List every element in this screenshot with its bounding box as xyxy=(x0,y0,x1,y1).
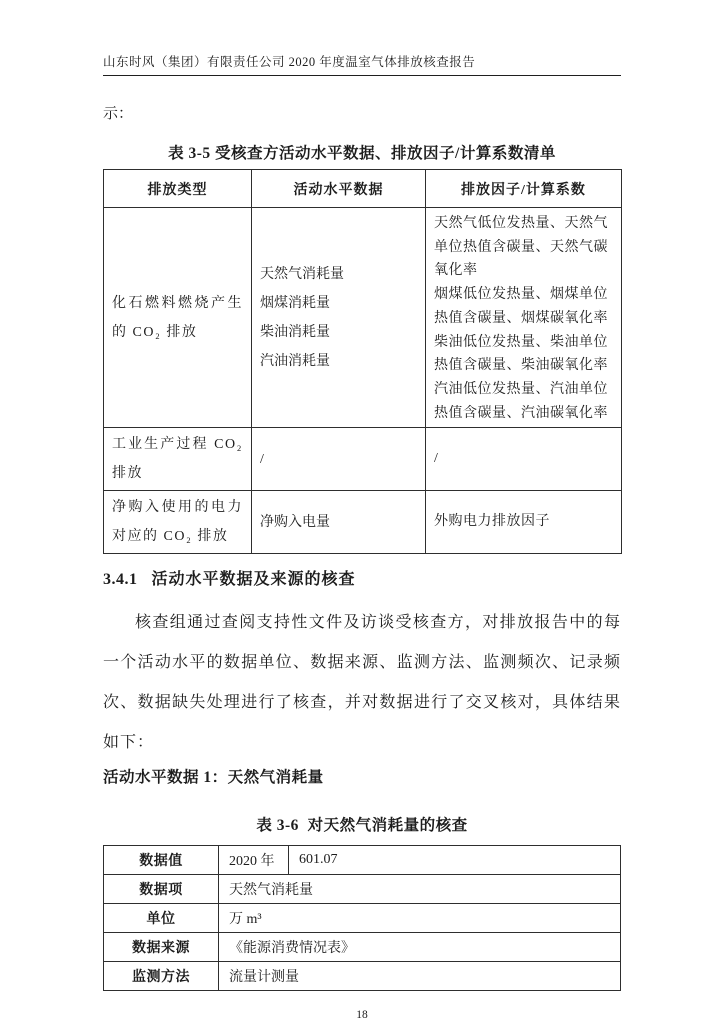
row-label: 数据值 xyxy=(104,846,219,875)
table36-title: 表 3-6 对天然气消耗量的核查 xyxy=(256,817,468,835)
emission-factor-cell: / xyxy=(426,428,622,491)
emission-type-cell: 化石燃料燃烧产生的 CO₂ 排放 xyxy=(104,208,252,428)
table-3-6 xyxy=(103,845,621,991)
emission-type-cell: 净购入使用的电力对应的 CO₂ 排放 xyxy=(104,491,252,554)
row-label: 数据来源 xyxy=(104,933,219,962)
monitoring-method-cell: 流量计测量 xyxy=(219,962,621,991)
table-row xyxy=(104,491,622,554)
col-header-activity-data: 活动水平数据 xyxy=(252,170,426,208)
table-row xyxy=(104,428,622,491)
table-row-data-item xyxy=(104,875,621,904)
page-header xyxy=(103,0,621,76)
emission-type-cell: 工业生产过程 CO₂ 排放 xyxy=(104,428,252,491)
row-label: 监测方法 xyxy=(104,962,219,991)
table-row-monitoring-method xyxy=(104,962,621,991)
table-row-data-source xyxy=(104,933,621,962)
emission-factor-cell: 外购电力排放因子 xyxy=(426,491,622,554)
col-header-emission-type: 排放类型 xyxy=(104,170,252,208)
page-number: 18 xyxy=(356,1009,368,1022)
intro-fragment: 示： xyxy=(103,106,134,122)
table-3-5 xyxy=(103,169,622,554)
header-title: 山东时风（集团）有限责任公司 2020 年度温室气体排放核查报告 xyxy=(103,52,621,76)
activity-data-1-heading: 活动水平数据 1：天然气消耗量 xyxy=(103,769,324,787)
table35-header-row xyxy=(104,170,622,208)
unit-cell: 万 m³ xyxy=(219,904,621,933)
data-item-cell: 天然气消耗量 xyxy=(219,875,621,904)
activity-data-cell: 天然气消耗量 烟煤消耗量 柴油消耗量 汽油消耗量 xyxy=(252,208,426,428)
table-row-unit xyxy=(104,904,621,933)
activity-data-cell: 净购入电量 xyxy=(252,491,426,554)
row-label: 单位 xyxy=(104,904,219,933)
data-year-cell: 2020 年 xyxy=(219,846,289,875)
emission-factor-cell: 天然气低位发热量、天然气 单位热值含碳量、天然气碳 氧化率 烟煤低位发热量、烟煤单位 热值含碳量、烟煤碳氧化率 柴油低位发热量、柴油单位 热值含碳量、柴油碳氧化率 汽油低位发热量、汽油单位 热值含碳量、汽油碳氧化率 xyxy=(426,208,622,428)
body-paragraph: 核查组通过查阅支持性文件及访谈受核查方，对排放报告中的每 一个活动水平的数据单位、数据来源、监测方法、监测频次、记录频 次、数据缺失处理进行了核查，并对数据进行了交叉核对，具体结果 如下： xyxy=(103,614,621,752)
row-label: 数据项 xyxy=(104,875,219,904)
data-value-cell: 601.07 xyxy=(289,846,621,875)
table35-title: 表 3-5 受核查方活动水平数据、排放因子/计算系数清单 xyxy=(168,145,556,162)
table-row xyxy=(104,208,622,428)
section-heading-3-4-1 xyxy=(103,566,621,589)
data-source-cell: 《能源消费情况表》 xyxy=(219,933,621,962)
section-number: 3.4.1 xyxy=(103,571,138,589)
col-header-emission-factor: 排放因子/计算系数 xyxy=(426,170,622,208)
table-row-data-value xyxy=(104,846,621,875)
section-title: 活动水平数据及来源的核查 xyxy=(151,571,356,589)
activity-data-cell: / xyxy=(252,428,426,491)
